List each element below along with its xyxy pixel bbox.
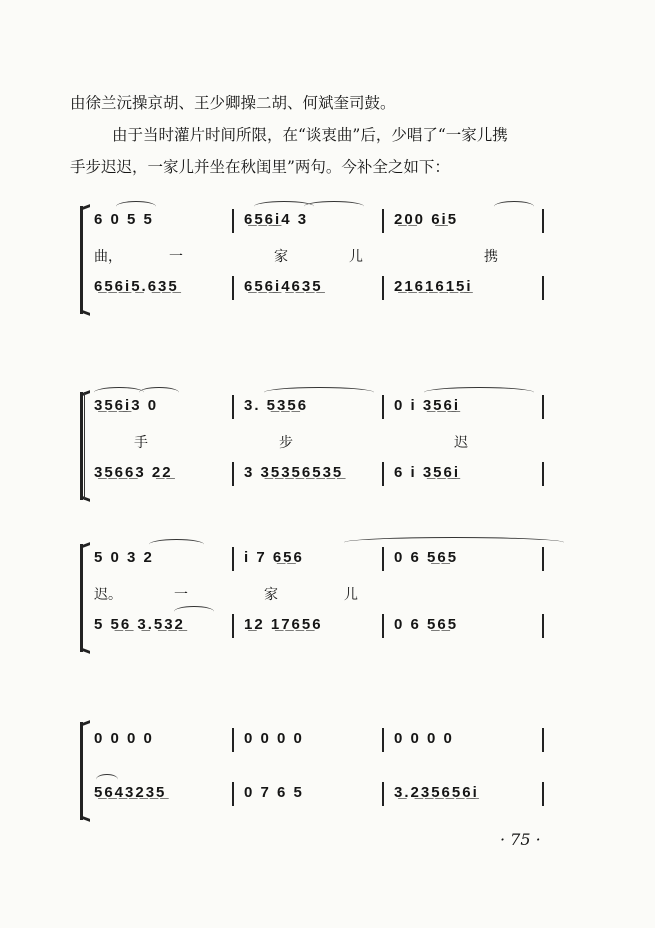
score-system-1	[80, 196, 565, 314]
measure: 3. 5̲3̲5̲6	[244, 397, 309, 414]
lyric: 一	[174, 587, 188, 603]
lyric: 步	[279, 435, 293, 451]
prose-line-3: 手步迟迟，一家儿并坐在秋闺里”两句。今补全之如下：	[70, 158, 450, 176]
measure: 3̲5̲6̲6̲3 2̲2̲	[94, 464, 173, 481]
staff-brace	[80, 544, 93, 652]
staff-brace	[80, 722, 93, 820]
page-number: · 75 ·	[500, 830, 541, 849]
measure: 3̲.2̲3̲5̲6̲5̲6̲i̲	[394, 784, 479, 801]
vocal-staff	[94, 730, 565, 758]
lyric: 儿	[349, 249, 363, 265]
accompaniment-staff	[94, 784, 565, 812]
measure: 0 0 0 0	[394, 730, 454, 747]
measure: 5 5̲6̲ 3̲.5̲3̲2̲	[94, 616, 185, 633]
measure: 6̲5̲6̲i̲5̲.6̲3̲5̲	[94, 278, 179, 295]
lyric: 迟	[454, 435, 468, 451]
measure: 0 7 6 5	[244, 784, 304, 801]
lyrics-line	[94, 432, 565, 460]
accompaniment-staff	[94, 278, 565, 306]
score-system-3	[80, 534, 565, 652]
lyrics-line	[94, 584, 565, 612]
staff-brace	[80, 392, 93, 500]
lyric: 一	[169, 249, 183, 265]
measure: 2̲0̲0 6̲i̲5	[394, 211, 459, 228]
vocal-staff	[94, 211, 565, 239]
measure: 5̲6̲4̲3̲2̲3̲5̲	[94, 784, 167, 801]
accompaniment-staff	[94, 616, 565, 644]
lyric: 手	[134, 435, 148, 451]
prose-line-1: 由徐兰沅操京胡、王少卿操二胡、何斌奎司鼓。	[70, 94, 396, 112]
measure: i 7 6̲5̲6	[244, 549, 304, 566]
lyric: 携	[484, 249, 498, 265]
measure: 1̲2 1̲7̲6̲5̲6	[244, 616, 323, 633]
lyric: 曲，	[94, 249, 122, 265]
vocal-staff	[94, 397, 565, 425]
measure: 6 i 3̲5̲6̲i̲	[394, 464, 461, 481]
lyric: 儿	[344, 587, 358, 603]
prose-line-2: 由于当时灌片时间所限，在“谈衷曲”后，少唱了“一家儿携	[112, 126, 508, 144]
measure: 0 i 3̲5̲6̲i̲	[394, 397, 461, 414]
measure: 3 3̲5̲3̲5̲6̲5̲3̲5̲	[244, 464, 344, 481]
accompaniment-staff	[94, 464, 565, 492]
measure: 2̲1̲6̲1̲6̲1̲5̲i̲	[394, 278, 473, 295]
lyric: 家	[274, 249, 288, 265]
measure: 0 6 5̲6̲5	[394, 616, 459, 633]
lyric: 迟。	[94, 587, 122, 603]
measure: 0 0 0 0	[94, 730, 154, 747]
measure: 6̲5̲6̲i̲4̲6̲3̲5̲	[244, 278, 323, 295]
score-system-2	[80, 382, 565, 500]
lyrics-line	[94, 246, 565, 274]
staff-brace	[80, 206, 93, 314]
measure: 6 0 5 5	[94, 211, 154, 228]
measure: 3̲5̲6̲i̲3 0	[94, 397, 159, 414]
lyric: 家	[264, 587, 278, 603]
measure: 5 0 3 2	[94, 549, 154, 566]
measure: 0 0 0 0	[244, 730, 304, 747]
measure: 0 6 5̲6̲5	[394, 549, 459, 566]
vocal-staff	[94, 549, 565, 577]
score-system-4	[80, 712, 565, 820]
measure: 6̲5̲6̲i̲4 3	[244, 211, 309, 228]
